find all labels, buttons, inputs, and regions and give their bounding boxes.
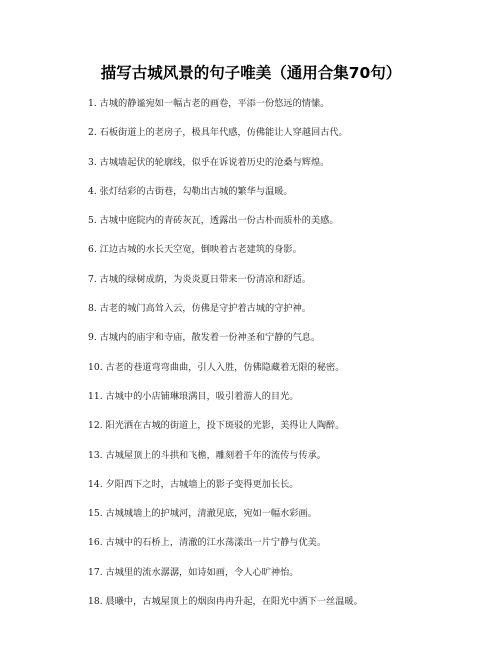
list-item: 2. 石板街道上的老房子，极具年代感，仿佛能让人穿越回古代。 <box>88 127 348 139</box>
list-item: 16. 古城中的石桥上，清澈的江水荡漾出一片宁静与优美。 <box>88 537 327 549</box>
document-title: 描写古城风景的句子唯美（通用合集70句） <box>100 64 402 82</box>
list-item: 7. 古城的绿树成荫，为炎炎夏日带来一份清凉和舒适。 <box>88 273 311 285</box>
list-item: 3. 古城墙起伏的轮廓线，似乎在诉说着历史的沧桑与辉煌。 <box>88 156 330 168</box>
list-item: 10. 古老的巷道弯弯曲曲，引人入胜，仿佛隐藏着无限的秘密。 <box>88 361 345 373</box>
list-item: 1. 古城的静谧宛如一幅古老的画卷，平添一份悠远的情愫。 <box>88 98 330 109</box>
list-item: 5. 古城中庭院内的青砖灰瓦，透露出一份古朴而质朴的美感。 <box>88 215 339 227</box>
list-item: 17. 古城里的流水潺潺，如诗如画，令人心旷神怡。 <box>88 566 299 578</box>
list-item: 18. 晨曦中，古城屋顶上的烟囱冉冉升起，在阳光中洒下一丝温暖。 <box>88 596 363 608</box>
list-item: 14. 夕阳西下之时，古城墙上的影子变得更加长长。 <box>88 478 299 490</box>
list-item: 9. 古城内的庙宇和寺庙，散发着一份神圣和宁静的气息。 <box>88 332 321 344</box>
list-item: 8. 古老的城门高耸入云，仿佛是守护着古城的守护神。 <box>88 303 311 315</box>
sentence-list <box>88 97 468 624</box>
list-item: 6. 江边古城的水长天空宽，倒映着古老建筑的身影。 <box>88 244 302 256</box>
list-item: 13. 古城屋顶上的斗拱和飞檐，雕刻着千年的流传与传承。 <box>88 449 327 461</box>
list-item: 11. 古城中的小店铺琳琅满目，吸引着游人的目光。 <box>88 390 299 402</box>
list-item: 15. 古城城墙上的护城河，清澈见底，宛如一幅水彩画。 <box>88 508 317 520</box>
list-item: 4. 张灯结彩的古街巷，勾勒出古城的繁华与温暖。 <box>88 185 293 197</box>
list-item: 12. 阳光洒在古城的街道上，投下斑驳的光影，美得让人陶醉。 <box>88 420 345 432</box>
